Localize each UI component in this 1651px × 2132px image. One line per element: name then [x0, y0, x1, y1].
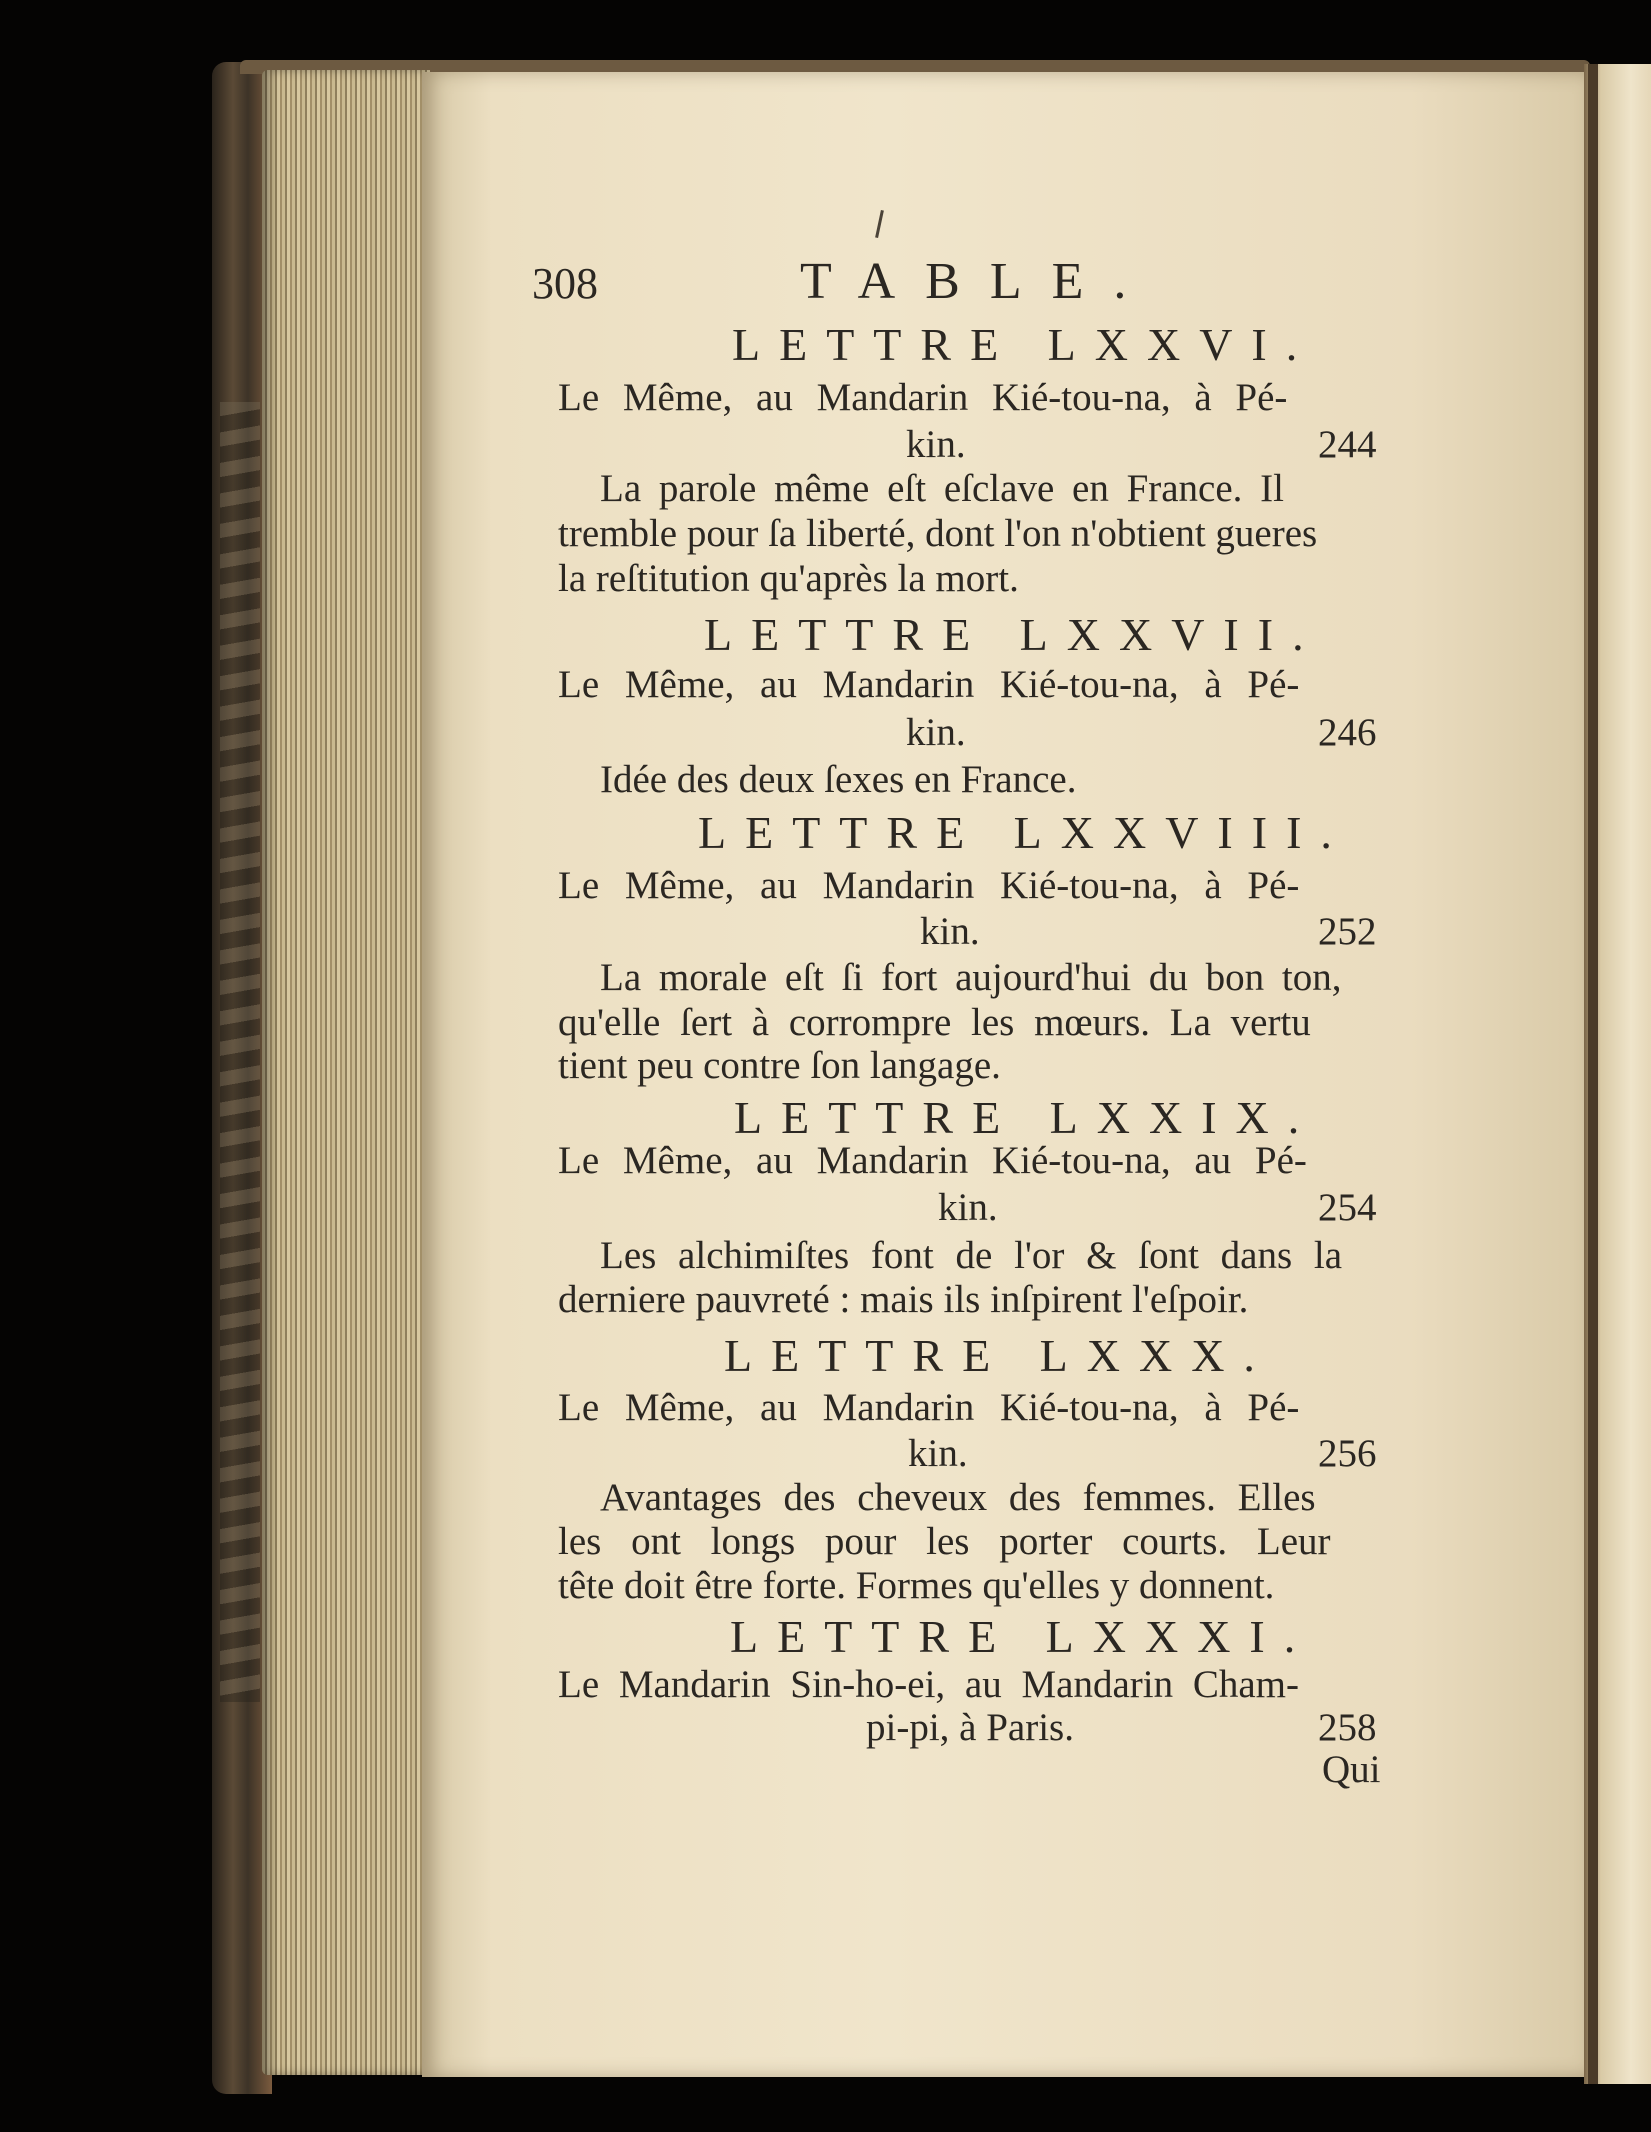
letter-address-cont: kin.: [906, 423, 966, 466]
letter-address-cont: kin.: [908, 1432, 968, 1475]
page-ref: 254: [1318, 1186, 1377, 1229]
gutter-shadow: [1588, 64, 1598, 2084]
letter-address: Le Même, au Mandarin Kié-tou-na, à Pé-: [558, 864, 1300, 907]
letter-address: Le Même, au Mandarin Kié-tou-na, à Pé-: [558, 376, 1288, 419]
letter-summary: Les alchimiſtes font de l'or & ſont dans la: [600, 1234, 1343, 1277]
page-ref: 252: [1318, 910, 1377, 953]
catchword: Qui: [1322, 1748, 1381, 1791]
letter-summary: les ont longs pour les porter courts. Leur: [558, 1520, 1331, 1563]
page-ref: 256: [1318, 1432, 1377, 1475]
letter-address-cont: kin.: [938, 1186, 998, 1229]
page-number: 308: [532, 259, 598, 308]
letter-address-cont: pi-pi, à Paris.: [866, 1706, 1074, 1749]
page-ref: 244: [1318, 423, 1377, 466]
letter-heading: LETTRE LXXVI.: [732, 319, 1317, 370]
letter-address: Le Même, au Mandarin Kié-tou-na, au Pé-: [558, 1139, 1307, 1182]
letter-address: Le Mandarin Sin-ho-ei, au Mandarin Cham-: [558, 1663, 1299, 1706]
letter-heading: LETTRE LXXIX.: [734, 1092, 1319, 1143]
letter-summary: La morale eſt ſi fort aujourd'hui du bon ton,: [600, 956, 1342, 999]
letter-heading: LETTRE LXXX.: [724, 1330, 1274, 1381]
letter-heading: LETTRE LXXVII.: [704, 609, 1323, 660]
letter-address: Le Même, au Mandarin Kié-tou-na, à Pé-: [558, 1386, 1300, 1429]
letter-heading: LETTRE LXXXI.: [730, 1611, 1315, 1662]
letter-summary: tête doit être forte. Formes qu'elles y donnent.: [558, 1564, 1275, 1607]
letter-summary: derniere pauvreté : mais ils inſpirent l'eſpoir.: [558, 1278, 1249, 1321]
letter-summary: La parole même eſt eſclave en France. Il: [600, 467, 1284, 510]
letter-address: Le Même, au Mandarin Kié-tou-na, à Pé-: [558, 663, 1300, 706]
letter-address-cont: kin.: [906, 711, 966, 754]
letter-address-cont: kin.: [920, 910, 980, 953]
letter-summary: la reſtitution qu'après la mort.: [558, 557, 1019, 600]
running-head: TABLE.: [800, 253, 1157, 310]
page-edges: [262, 70, 430, 2075]
letter-summary: tient peu contre ſon langage.: [558, 1044, 1001, 1087]
letter-summary: tremble pour ſa liberté, dont l'on n'obtient gueres: [558, 512, 1318, 555]
letter-heading: LETTRE LXXVIII.: [698, 807, 1351, 858]
page-ref: 258: [1318, 1706, 1377, 1749]
letter-summary: Avantages des cheveux des femmes. Elles: [600, 1476, 1316, 1519]
letter-summary: qu'elle ſert à corrompre les mœurs. La vertu: [558, 1001, 1311, 1044]
letter-summary: Idée des deux ſexes en France.: [600, 758, 1077, 801]
page-ref: 246: [1318, 711, 1377, 754]
